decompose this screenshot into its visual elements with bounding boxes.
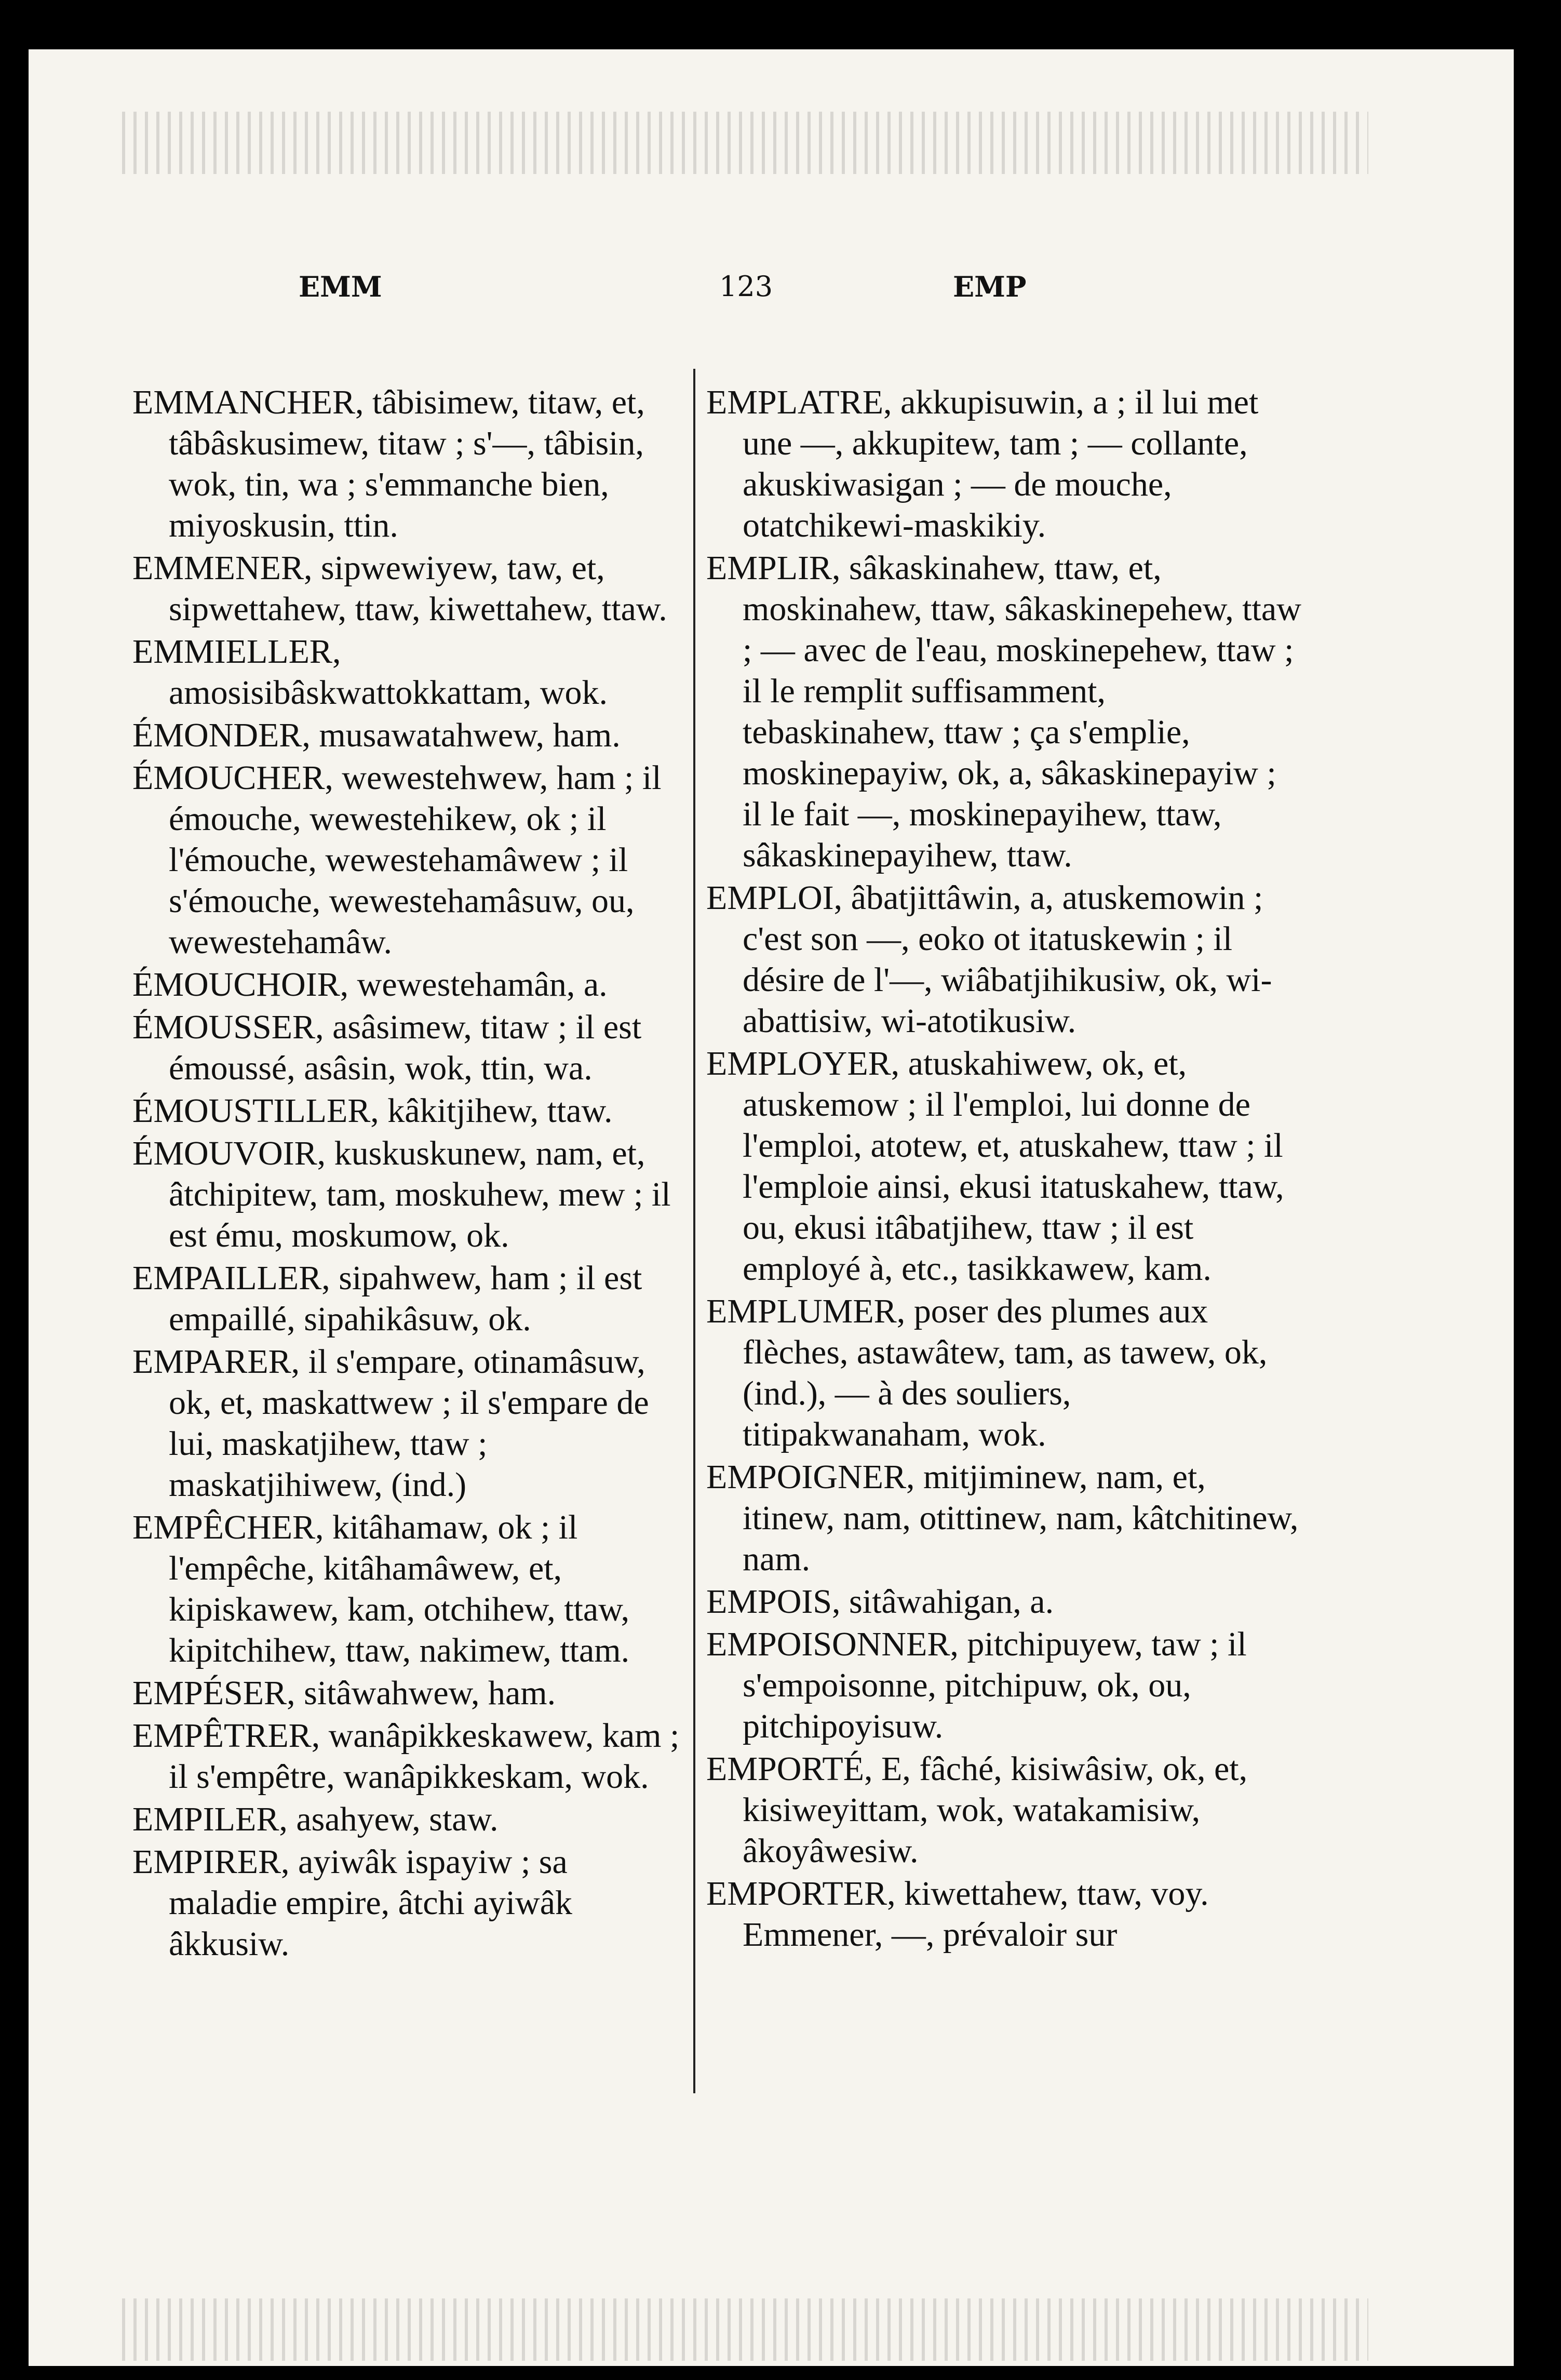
dictionary-page bbox=[29, 49, 1514, 2366]
column-divider bbox=[693, 369, 695, 2093]
dictionary-entry: EMPOIGNER, mitjiminew, nam, et, itinew, nam, otittinew, nam, kâtchitinew, nam. bbox=[706, 1458, 1299, 1578]
dictionary-entry: EMPILER, asahyew, staw. bbox=[132, 1800, 499, 1838]
dictionary-entry: EMPLOI, âbatjittâwin, a, atuskemowin ; c'est son —, eoko ot itatuskewin ; il désire de l'—, wiâbatjihikusiw, ok, wi-abattisiw, wi-atotikusiw. bbox=[706, 879, 1272, 1040]
dictionary-entry: EMPARER, il s'empare, otinamâsuw, ok, et, maskattwew ; il s'empare de lui, maskatjihew, ttaw ; maskatjihiwew, (ind.) bbox=[132, 1343, 649, 1504]
header-left-guideword: EMM bbox=[299, 270, 382, 303]
dictionary-entry: EMPORTÉ, E, fâché, kisiwâsiw, ok, et, kisiweyittam, wok, watakamisiw, âkoyâwesiw. bbox=[706, 1750, 1248, 1870]
dictionary-entry: EMMANCHER, tâbisimew, titaw, et, tâbâskusimew, titaw ; s'—, tâbisin, wok, tin, wa ; s'emmanche bien, miyoskusin, ttin. bbox=[132, 383, 645, 544]
page-speckle-bottom bbox=[122, 2298, 1368, 2361]
dictionary-entry: ÉMONDER, musawatahwew, ham. bbox=[132, 716, 621, 754]
dictionary-entry: EMPORTER, kiwettahew, ttaw, voy. Emmener, —, prévaloir sur bbox=[706, 1875, 1209, 1954]
dictionary-entry: EMMIELLER, amosisibâskwattokkattam, wok. bbox=[132, 633, 608, 712]
dictionary-entry: EMPLUMER, poser des plumes aux flèches, astawâtew, tam, as tawew, ok, (ind.), — à des souliers, titipakwanaham, wok. bbox=[706, 1292, 1268, 1453]
dictionary-entry: EMPLIR, sâkaskinahew, ttaw, et, moskinahew, ttaw, sâkaskinepehew, ttaw ; — avec de l'eau, moskinepehew, ttaw ; il le remplit suffisamment, tebaskinahew, ttaw ; ça s'emplie, moskinepayiw, ok, a, sâkaskinepayiw ; il le fait —, moskinepayihew, ttaw, sâkaskinepayihew, ttaw. bbox=[706, 549, 1301, 874]
dictionary-entry: EMPÉSER, sitâwahwew, ham. bbox=[132, 1674, 556, 1712]
right-column bbox=[706, 382, 1303, 1957]
left-column bbox=[132, 382, 683, 1966]
page-number: 123 bbox=[719, 270, 773, 303]
dictionary-entry: EMPOIS, sitâwahigan, a. bbox=[706, 1583, 1054, 1621]
dictionary-entry: ÉMOUVOIR, kuskuskunew, nam, et, âtchipitew, tam, moskuhew, mew ; il est ému, moskumow, ok. bbox=[132, 1134, 671, 1254]
dictionary-entry: ÉMOUCHER, wewestehwew, ham ; il émouche, wewestehikew, ok ; il l'émouche, wewestehamâwew ; il s'émouche, wewestehamâsuw, ou, wewestehamâw. bbox=[132, 759, 662, 961]
running-header bbox=[29, 270, 1514, 317]
dictionary-entry: ÉMOUCHOIR, wewestehamân, a. bbox=[132, 966, 608, 1004]
dictionary-entry: ÉMOUSTILLER, kâkitjihew, ttaw. bbox=[132, 1092, 613, 1130]
dictionary-entry: ÉMOUSSER, asâsimew, titaw ; il est émoussé, asâsin, wok, ttin, wa. bbox=[132, 1008, 642, 1087]
header-right-guideword: EMP bbox=[953, 270, 1027, 303]
dictionary-entry: EMPLATRE, akkupisuwin, a ; il lui met une —, akkupitew, tam ; — collante, akuskiwasigan ; — de mouche, otatchikewi-maskikiy. bbox=[706, 383, 1259, 544]
dictionary-entry: EMPIRER, ayiwâk ispayiw ; sa maladie empire, âtchi ayiwâk âkkusiw. bbox=[132, 1843, 572, 1963]
dictionary-entry: EMPOISONNER, pitchipuyew, taw ; il s'empoisonne, pitchipuw, ok, ou, pitchipoyisuw. bbox=[706, 1625, 1247, 1745]
page-speckle-top bbox=[122, 112, 1368, 174]
dictionary-entry: EMMENER, sipwewiyew, taw, et, sipwettahew, ttaw, kiwettahew, ttaw. bbox=[132, 549, 667, 628]
dictionary-entry: EMPÊTRER, wanâpikkeskawew, kam ; il s'empêtre, wanâpikkeskam, wok. bbox=[132, 1717, 680, 1796]
dictionary-entry: EMPLOYER, atuskahiwew, ok, et, atuskemow ; il l'emploi, lui donne de l'emploi, atotew, et, atuskahew, ttaw ; il l'emploie ainsi, ekusi itatuskahew, ttaw, ou, ekusi itâbatjihew, ttaw ; il est employé à, etc., tasikkawew, kam. bbox=[706, 1045, 1284, 1288]
dictionary-entry: EMPÊCHER, kitâhamaw, ok ; il l'empêche, kitâhamâwew, et, kipiskawew, kam, otchihew, ttaw, kipitchihew, ttaw, nakimew, ttam. bbox=[132, 1508, 630, 1669]
dictionary-entry: EMPAILLER, sipahwew, ham ; il est empaillé, sipahikâsuw, ok. bbox=[132, 1259, 642, 1338]
